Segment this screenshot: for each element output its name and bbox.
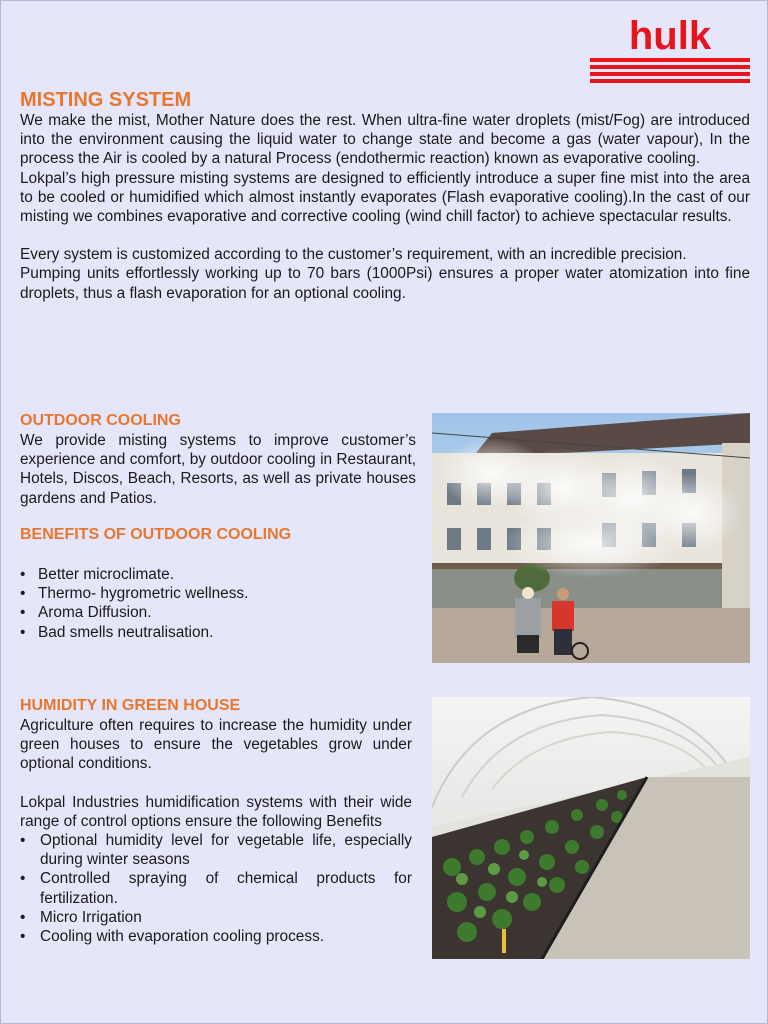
misting-system-title: MISTING SYSTEM bbox=[20, 89, 192, 111]
list-item: • Micro Irrigation bbox=[20, 908, 412, 927]
outdoor-cooling-text: We provide misting systems to improve customer’s experience and comfort, by outdoor cooling in Restaurant, Hotels, Discos, Beach, Resorts, as well as private houses gardens and Patios. bbox=[20, 432, 416, 507]
hulk-logo bbox=[590, 14, 750, 88]
humidity-paragraph-2: Lokpal Industries humidification systems with their wide range of control options ensure the following Benefits bbox=[20, 793, 412, 830]
list-item: • Controlled spraying of chemical products for fertilization. bbox=[20, 869, 412, 907]
greenhouse-photo bbox=[432, 697, 750, 959]
misting-system-intro bbox=[20, 111, 750, 303]
intro-paragraph-3: Every system is customized according to the customer’s requirement, with an incredible precision. bbox=[20, 246, 687, 264]
list-item: • Cooling with evaporation cooling process. bbox=[20, 927, 412, 946]
humidity-green-house-title: HUMIDITY IN GREEN HOUSE bbox=[20, 697, 241, 714]
intro-paragraph-2: Lokpal’s high pressure misting systems are designed to efficiently introduce a super fine mist into the area to be cooled or humidified which almost instantly evaporates (Flash evaporative cooling).In the cast of our misting we combines evaporative and corrective cooling (wind chill factor) to achieve spectacular results. bbox=[20, 169, 750, 226]
benefits-list bbox=[20, 565, 416, 642]
list-item: • Thermo- hygrometric wellness. bbox=[20, 584, 416, 603]
intro-paragraph-1: We make the mist, Mother Nature does the rest. When ultra-fine water droplets (mist/Fog) are introduced into the environment causing the liquid water to change state and become a gas (water vapour), In the process the Air is cooled by a natural Process (endothermic reaction) known as evaporative cooling. bbox=[20, 112, 750, 168]
list-item: • Bad smells neutralisation. bbox=[20, 623, 416, 642]
outdoor-cooling-title: OUTDOOR COOLING bbox=[20, 412, 181, 429]
list-item: • Aroma Diffusion. bbox=[20, 603, 416, 622]
outdoor-misting-photo bbox=[432, 413, 750, 663]
benefits-title: BENEFITS OF OUTDOOR COOLING bbox=[20, 526, 292, 543]
humidity-green-house-text bbox=[20, 716, 412, 946]
logo-stripes bbox=[590, 58, 750, 86]
logo-wordmark: hulk bbox=[628, 14, 712, 58]
greenhouse-benefits-list bbox=[20, 831, 412, 946]
list-item: • Optional humidity level for vegetable life, especially during winter seasons bbox=[20, 831, 412, 869]
intro-paragraph-4: Pumping units effortlessly working up to 70 bars (1000Psi) ensures a proper water atomization into fine droplets, thus a flash evaporation for an optional cooling. bbox=[20, 265, 750, 302]
humidity-paragraph-1: Agriculture often requires to increase the humidity under green houses to ensure the vegetables grow under optional conditions. bbox=[20, 717, 412, 773]
list-item: • Better microclimate. bbox=[20, 565, 416, 584]
